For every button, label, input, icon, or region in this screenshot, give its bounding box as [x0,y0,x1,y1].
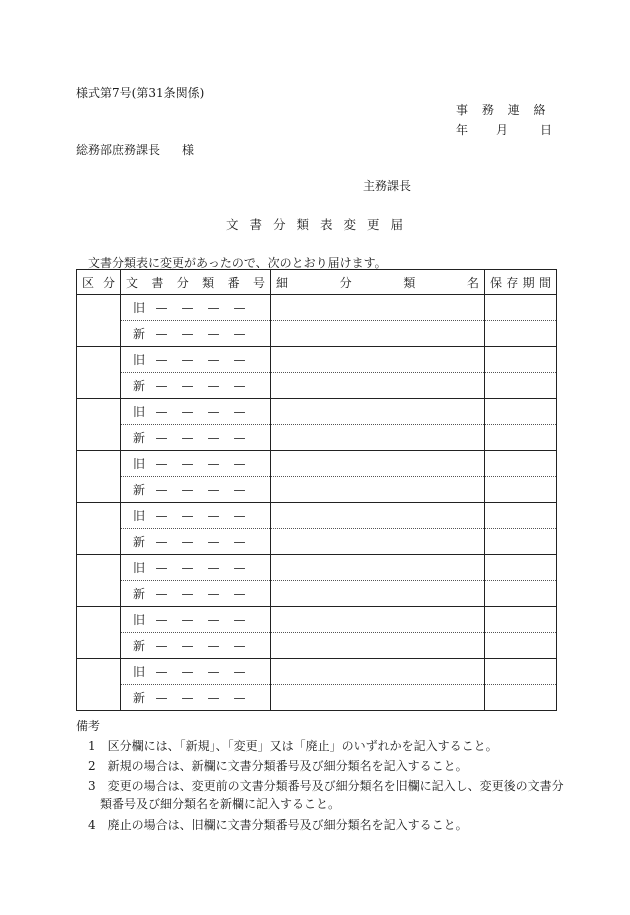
table-row-old [77,347,557,373]
name-cell[interactable] [271,607,485,633]
old-label: 旧 [133,353,146,367]
new-label: 新 [133,431,146,445]
header-kubun [77,270,121,295]
table-row-new [77,633,557,659]
dash: —— [155,664,208,679]
dash: —— [207,430,260,445]
note-4: 4 廃止の場合は、旧欄に文書分類番号及び細分類名を記入すること。 [88,818,468,832]
header-char: 保 [490,275,503,290]
date-day: 日 [540,123,553,137]
name-cell[interactable] [271,399,485,425]
kubun-cell[interactable] [77,555,121,607]
dash: —— [207,404,260,419]
dash: —— [207,586,260,601]
period-cell[interactable] [485,399,557,425]
old-label: 旧 [133,613,146,627]
name-cell[interactable] [271,295,485,321]
period-cell[interactable] [485,477,557,503]
dash: —— [207,534,260,549]
name-cell[interactable] [271,451,485,477]
number-placeholder [145,353,270,367]
kubun-cell[interactable] [77,347,121,399]
number-cell[interactable] [121,295,271,321]
table-row-new [77,529,557,555]
number-placeholder [145,613,270,627]
dash: —— [155,326,208,341]
period-cell[interactable] [485,373,557,399]
new-label: 新 [133,587,146,601]
number-cell[interactable] [121,685,271,711]
intro-text: 文書分類表に変更があったので、次のとおり届けます。 [88,256,387,270]
name-cell[interactable] [271,503,485,529]
name-cell[interactable] [271,685,485,711]
date-month: 月 [496,123,509,137]
name-cell[interactable] [271,633,485,659]
period-cell[interactable] [485,295,557,321]
number-placeholder [145,483,270,497]
period-cell[interactable] [485,347,557,373]
dash: —— [155,482,208,497]
classification-table [76,269,557,711]
header-char: 分 [339,275,352,290]
period-cell[interactable] [485,321,557,347]
table-row-new [77,321,557,347]
table-row-old [77,295,557,321]
sender: 主務課長 [363,179,412,193]
header-char: 号 [252,275,265,290]
new-label: 新 [133,535,146,549]
number-placeholder [145,379,270,393]
header-char: 文 [126,275,139,290]
note-3-continued: 類番号及び細分類名を新欄に記入すること。 [100,797,341,811]
kubun-cell[interactable] [77,503,121,555]
table-row-new [77,425,557,451]
dash: —— [155,508,208,523]
number-placeholder [145,691,270,705]
dash: —— [207,690,260,705]
name-cell[interactable] [271,373,485,399]
number-placeholder [145,535,270,549]
name-cell[interactable] [271,529,485,555]
number-placeholder [145,509,270,523]
kubun-cell[interactable] [77,295,121,347]
dash: —— [207,612,260,627]
number-cell[interactable] [121,633,271,659]
dash: —— [155,560,208,575]
new-label: 新 [133,691,146,705]
number-placeholder [145,639,270,653]
period-cell[interactable] [485,425,557,451]
honorific: 様 [182,143,195,157]
period-cell[interactable] [485,607,557,633]
period-cell[interactable] [485,555,557,581]
number-placeholder [145,431,270,445]
number-cell[interactable] [121,451,271,477]
header-char: 番 [227,275,240,290]
number-cell[interactable] [121,555,271,581]
name-cell[interactable] [271,477,485,503]
old-label: 旧 [133,561,146,575]
header-char: 期 [522,275,535,290]
number-placeholder [145,327,270,341]
dash: —— [207,664,260,679]
name-cell[interactable] [271,321,485,347]
period-cell[interactable] [485,451,557,477]
number-cell[interactable] [121,503,271,529]
header-char: 類 [202,275,215,290]
table-row-new [77,685,557,711]
header-char: 細 [276,275,289,290]
kubun-cell[interactable] [77,607,121,659]
number-placeholder [145,587,270,601]
table-row-new [77,581,557,607]
period-cell[interactable] [485,633,557,659]
name-cell[interactable] [271,425,485,451]
period-cell[interactable] [485,685,557,711]
number-cell[interactable] [121,477,271,503]
dash: —— [155,690,208,705]
number-placeholder [145,561,270,575]
header-row [77,270,557,295]
dash: —— [207,560,260,575]
period-cell[interactable] [485,581,557,607]
period-cell[interactable] [485,529,557,555]
name-cell[interactable] [271,581,485,607]
number-cell[interactable] [121,347,271,373]
header-number [121,270,271,295]
table-row-new [77,373,557,399]
name-cell[interactable] [271,555,485,581]
dash: —— [155,456,208,471]
dash: —— [155,378,208,393]
dash: —— [207,378,260,393]
old-label: 旧 [133,301,146,315]
header-char: 名 [466,275,479,290]
form-number: 様式第7号(第31条関係) [76,86,205,100]
dash: —— [155,638,208,653]
new-label: 新 [133,483,146,497]
remarks-title: 備考 [76,719,101,733]
dash: —— [155,612,208,627]
kubun-cell[interactable] [77,399,121,451]
name-cell[interactable] [271,347,485,373]
header-char: 存 [506,275,519,290]
number-cell[interactable] [121,373,271,399]
dash: —— [155,404,208,419]
number-cell[interactable] [121,399,271,425]
header-char: 区 [82,275,95,290]
document-title: 文書分類表変更届 [226,217,415,232]
dash: —— [155,430,208,445]
dash: —— [207,300,260,315]
header-period [485,270,557,295]
header-char: 書 [151,275,164,290]
header-char: 間 [538,275,551,290]
new-label: 新 [133,379,146,393]
dash: —— [207,508,260,523]
old-label: 旧 [133,509,146,523]
header-char: 分 [102,275,115,290]
date-year: 年 [456,123,469,137]
number-placeholder [145,405,270,419]
number-placeholder [145,665,270,679]
old-label: 旧 [133,457,146,471]
table-row-old [77,503,557,529]
kubun-cell[interactable] [77,659,121,711]
number-placeholder [145,301,270,315]
memo-label: 事 務 連 絡 [456,103,551,117]
name-cell[interactable] [271,659,485,685]
new-label: 新 [133,327,146,341]
table-row-old [77,607,557,633]
period-cell[interactable] [485,503,557,529]
number-cell[interactable] [121,529,271,555]
new-label: 新 [133,639,146,653]
number-cell[interactable] [121,321,271,347]
dash: —— [155,352,208,367]
table-row-old [77,659,557,685]
table-row-old [77,555,557,581]
recipient [76,143,194,157]
number-cell[interactable] [121,425,271,451]
header-char: 類 [403,275,416,290]
dash: —— [155,534,208,549]
dash: —— [207,456,260,471]
table-row-new [77,477,557,503]
old-label: 旧 [133,405,146,419]
number-cell[interactable] [121,607,271,633]
table-row-old [77,451,557,477]
number-placeholder [145,457,270,471]
dash: —— [155,300,208,315]
number-cell[interactable] [121,581,271,607]
dash: —— [207,638,260,653]
header-char: 分 [176,275,189,290]
note-3: 3 変更の場合は、変更前の文書分類番号及び細分類名を旧欄に記入し、変更後の文書分 [88,779,564,793]
dash: —— [155,586,208,601]
note-1: 1 区分欄には、「新規」、「変更」又は「廃止」のいずれかを記入すること。 [88,739,498,753]
dash: —— [207,482,260,497]
kubun-cell[interactable] [77,451,121,503]
period-cell[interactable] [485,659,557,685]
table-row-old [77,399,557,425]
header-name [271,270,485,295]
dash: —— [207,326,260,341]
number-cell[interactable] [121,659,271,685]
note-2: 2 新規の場合は、新欄に文書分類番号及び細分類名を記入すること。 [88,759,468,773]
old-label: 旧 [133,665,146,679]
dash: —— [207,352,260,367]
recipient-name: 総務部庶務課長 [76,143,161,157]
